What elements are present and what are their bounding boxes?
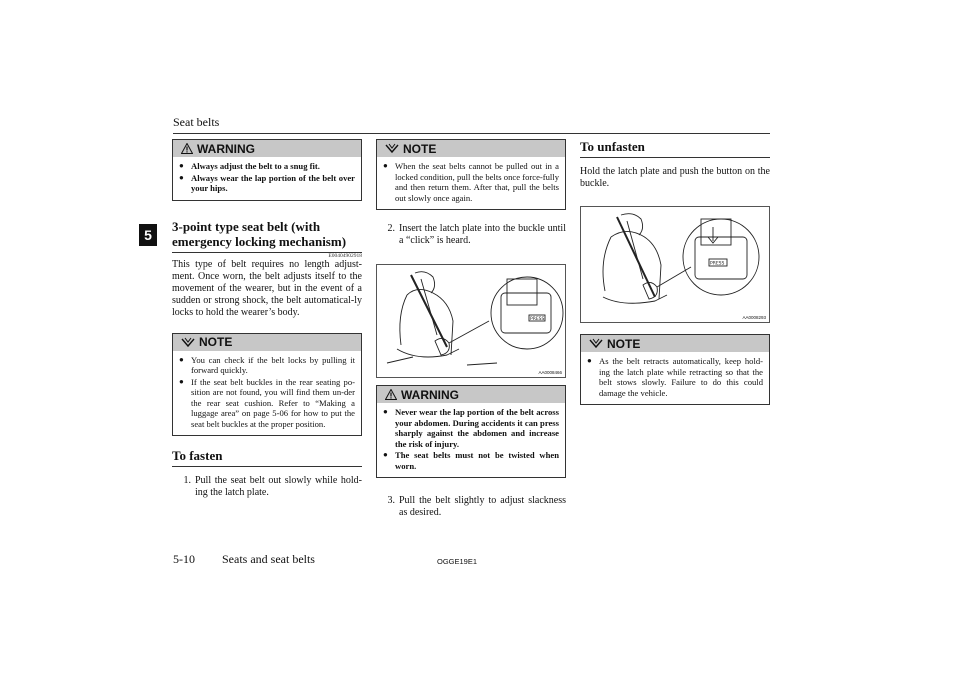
fasten-title: To fasten	[172, 448, 223, 463]
bullet-icon: ●	[179, 161, 184, 170]
note-body	[173, 351, 361, 436]
bullet-icon: ●	[383, 407, 388, 416]
note-pencil-icon	[589, 338, 603, 349]
svg-text:PRESS: PRESS	[530, 317, 545, 322]
seatbelt-fasten-drawing	[377, 265, 565, 377]
note-body	[377, 157, 565, 209]
column-3	[580, 139, 770, 405]
step-1: 1. Pull the seat belt out slowly while hold-ing the latch plate.	[183, 475, 362, 498]
note-label: NOTE	[607, 336, 641, 351]
note-header	[581, 335, 769, 352]
footer-section: Seats and seat belts	[222, 552, 315, 566]
warning-triangle-icon	[181, 143, 193, 154]
warning-label: WARNING	[197, 141, 255, 156]
figure-code: AA0008293	[742, 315, 766, 320]
header-rule	[173, 133, 770, 134]
footer-code: OGGE19E1	[437, 557, 478, 566]
note-body	[581, 352, 769, 404]
list-item: ● You can check if the belt locks by pulling it forward quickly.	[179, 354, 355, 375]
unfasten-illustration	[580, 206, 770, 323]
fasten-rule	[172, 466, 362, 467]
warning-body	[377, 403, 565, 477]
unfasten-rule	[580, 157, 770, 158]
section-heading-block	[172, 219, 362, 319]
note-box-2	[376, 139, 566, 210]
note-label: NOTE	[199, 335, 233, 349]
chapter-tab: 5	[139, 224, 157, 246]
list-item: ● Always wear the lap portion of the belt over your hips.	[179, 172, 355, 193]
bullet-icon: ●	[179, 172, 184, 182]
list-item: ● Never wear the lap portion of the belt across your abdomen. During accidents it can press sharply against the abdomen and increase the risk of injury.	[383, 407, 559, 449]
unfasten-title: To unfasten	[580, 139, 645, 154]
step-2: 2. Insert the latch plate into the buckle until a “click” is heard.	[387, 223, 566, 246]
step-3: 3. Pull the belt slightly to adjust slackness as desired.	[387, 495, 566, 518]
note-pencil-icon	[385, 143, 399, 154]
warning-body	[173, 157, 361, 200]
warning-box-1	[172, 139, 362, 201]
warning-box-2	[376, 385, 566, 478]
fasten-block	[172, 448, 362, 499]
bullet-icon: ●	[179, 376, 184, 386]
bullet-icon: ●	[179, 354, 184, 364]
fasten-illustration	[376, 264, 566, 378]
running-header: Seat belts	[173, 115, 220, 129]
svg-text:PRESS: PRESS	[710, 261, 725, 267]
warning-header	[173, 140, 361, 157]
note-pencil-icon	[181, 337, 195, 348]
section-title: 3-point type seat belt (with emergency locking mechanism)	[172, 218, 347, 249]
warning-header	[377, 386, 565, 403]
bullet-icon: ●	[587, 356, 592, 365]
unfasten-body: Hold the latch plate and push the button on the buckle.	[580, 166, 770, 189]
bullet-icon: ●	[383, 450, 388, 459]
section-body: This type of belt requires no length adjust-ment. Once worn, the belt adjusts itself to the movement of the wearer, but in the event of a sudden or strong shock, the belt automatical-ly locks to hold the wearer’s body.	[172, 258, 362, 318]
list-item: ● If the seat belt buckles in the rear seating po-sition are not found, you will find them un-der the rear seat cushion. Refer to “Making a luggage area” on page 5-06 for how to put the seat belt buckles at the proper position.	[179, 376, 355, 429]
warning-label: WARNING	[401, 387, 459, 402]
seatbelt-unfasten-drawing	[581, 207, 769, 322]
list-item: ● Always adjust the belt to a snug fit.	[179, 161, 320, 171]
page-number: 5-10	[173, 552, 195, 566]
column-2	[376, 139, 566, 519]
list-item: ● When the seat belts cannot be pulled out in a locked condition, pull the belts once force-fully and then return them. After that, pull the belts out slowly once again.	[383, 161, 559, 203]
note-box-3	[580, 334, 770, 405]
note-box-1	[172, 333, 362, 437]
warning-triangle-icon	[385, 389, 397, 400]
section-code: E00404902918	[328, 252, 362, 259]
list-item: ● The seat belts must not be twisted when worn.	[383, 450, 559, 471]
bullet-icon: ●	[383, 161, 388, 170]
list-item: ● As the belt retracts automatically, keep hold-ing the latch plate while retracting so that the belt stows slowly. Failure to do this could damage the vehicle.	[587, 356, 763, 398]
column-1	[172, 139, 362, 499]
note-header	[173, 334, 361, 351]
note-label: NOTE	[403, 141, 437, 156]
figure-code: AA0008466	[538, 370, 562, 375]
note-header	[377, 140, 565, 157]
